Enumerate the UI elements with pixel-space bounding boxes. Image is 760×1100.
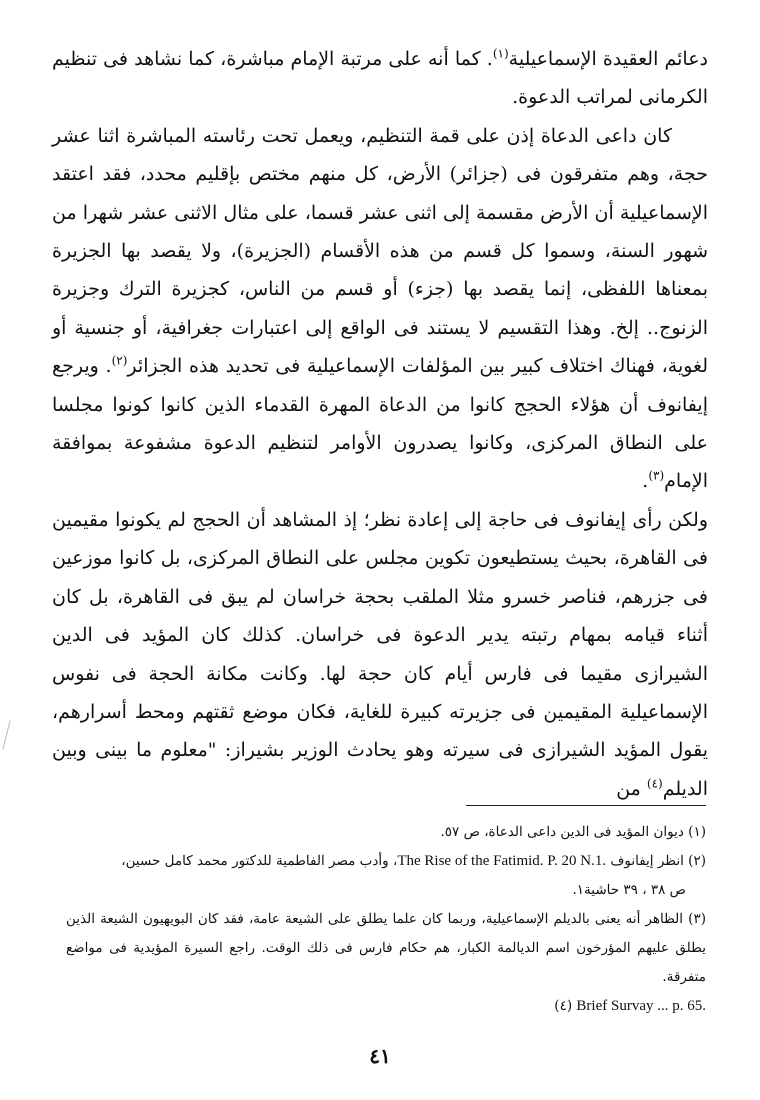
footnote-separator (466, 805, 706, 806)
footnote-4-number: (٤) (554, 998, 573, 1014)
footnote-3 (66, 905, 706, 992)
footnote-ref-4[interactable]: (٤) (646, 776, 663, 791)
paragraph-2-text-c: . (642, 470, 649, 493)
footnote-1-text: ديوان المؤيد فى الدين داعى الدعاة، ص ٥٧. (440, 824, 684, 840)
paragraph-1-text-b: . كما أنه على مرتبة الإمام مباشرة، كما نشاهد فى تنظيم الكرمانى لمراتب الدعوة. (52, 48, 708, 109)
footnote-2 (66, 847, 706, 876)
margin-pencil-mark (2, 720, 10, 749)
footnote-2-text-b: ، وأدب مصر الفاطمية للدكتور محمد كامل حسين، (121, 853, 398, 869)
paragraph-1-text-a: دعائم العقيدة الإسماعيلية (508, 48, 708, 70)
paragraph-3-text-a: ولكن رأى إيفانوف فى حاجة إلى إعادة نظر؛ إذ المشاهد أن الحجج لم يكونوا مقيمين فى القاهرة، بحيث يستطيعون تكوين مجلس على النطاق المركزى، بل كانوا موزعين فى جزرهم، فناصر خسرو مثلا الملقب بحجة خراسان لم يبق فى القاهرة، بل كان أثناء قيامه بمهام رتبته يدير الدعوة فى خراسان. كذلك كان المؤيد فى الدين الشيرازى مقيما فى فارس أيام كان حجة لها. وكانت مكانة الحجة فى نفوس الإسماعيلية المقيمين فى جزيرته كبيرة للغاية، فكان موضع ثقتهم ومحط أسرارهم، يقول المؤيد الشيرازى فى سيرته وهو يحادث الوزير بشيراز: "معلوم ما بينى وبين الديلم (52, 508, 708, 800)
footnote-3-number: (٣) (688, 911, 706, 927)
footnote-4-latin-ref: Brief Survay ... p. 65. (576, 998, 706, 1014)
paragraph-3 (52, 501, 708, 808)
footnote-2-continued (66, 876, 706, 905)
body-text (52, 40, 708, 808)
paragraph-2-text-a: كان داعى الدعاة إذن على قمة التنظيم، ويعمل تحت رئاسته المباشرة اثنا عشر حجة، وهم متفرقون فى (جزائر) الأرض، كل منهم مختص بإقليم محدد، فقد اعتقد الإسماعيلية أن الأرض مقسمة إلى اثنى عشر قسما، على مثال الاثنى عشر شهرا من شهور السنة، وسموا كل قسم من هذه الأقسام (الجزيرة)، ولا يقصد بها الجزيرة بمعناها اللفظى، إنما يقصد بها (جزء) أو قسم من الناس، كجزيرة الترك وجزيرة الزنوج.. إلخ. وهذا التقسيم لا يستند فى الواقع إلى اعتبارات جغرافية، أو جنسية أو لغوية، فهناك اختلاف كبير بين المؤلفات الإسماعيلية فى تحديد هذه الجزائر (52, 124, 709, 378)
footnote-2-text-a: انظر إيفانوف (610, 853, 684, 869)
paragraph-3-text-b: من (616, 777, 647, 800)
footnote-3-text: الظاهر أنه يعنى بالديلم الإسماعيلية، وربما كان علما يطلق على الشيعة عامة، فقد كان البويهيون الشيعة الذين يطلق عليهم المؤرخون اسم الديالمة الكبار، هم حكام فارس فى ذلك الوقت. راجع السيرة المؤيدية فى مواضع متفرقة. (66, 911, 706, 985)
paragraph-2 (52, 117, 708, 501)
paragraph-2-text-b: . ويرجع إيفانوف أن هؤلاء الحجج كانوا من الدعاة المهرة القدماء الذين كانوا كونوا مجلسا على النطاق المركزى، وكانوا يصدرون الأوامر لتنظيم الدعوة مشفوعة بموافقة الإمام (52, 355, 708, 493)
footnote-ref-1[interactable]: (١) (492, 46, 509, 61)
page-number: ٤١ (369, 1044, 391, 1068)
footnotes (66, 818, 706, 1021)
footnote-1-number: (١) (688, 824, 706, 840)
footnote-1 (66, 818, 706, 847)
paragraph-1 (52, 40, 708, 117)
footnote-2-line-2: ص ٣٨ ، ٣٩ حاشية١. (572, 882, 686, 898)
footnote-4 (66, 992, 706, 1021)
footnote-2-latin-title: The Rise of the Fatimid. P. 20 N.1. (397, 853, 607, 869)
footnote-ref-3[interactable]: (٣) (648, 469, 665, 484)
footnote-ref-2[interactable]: (٢) (111, 353, 128, 368)
footnote-2-number: (٢) (688, 853, 706, 869)
